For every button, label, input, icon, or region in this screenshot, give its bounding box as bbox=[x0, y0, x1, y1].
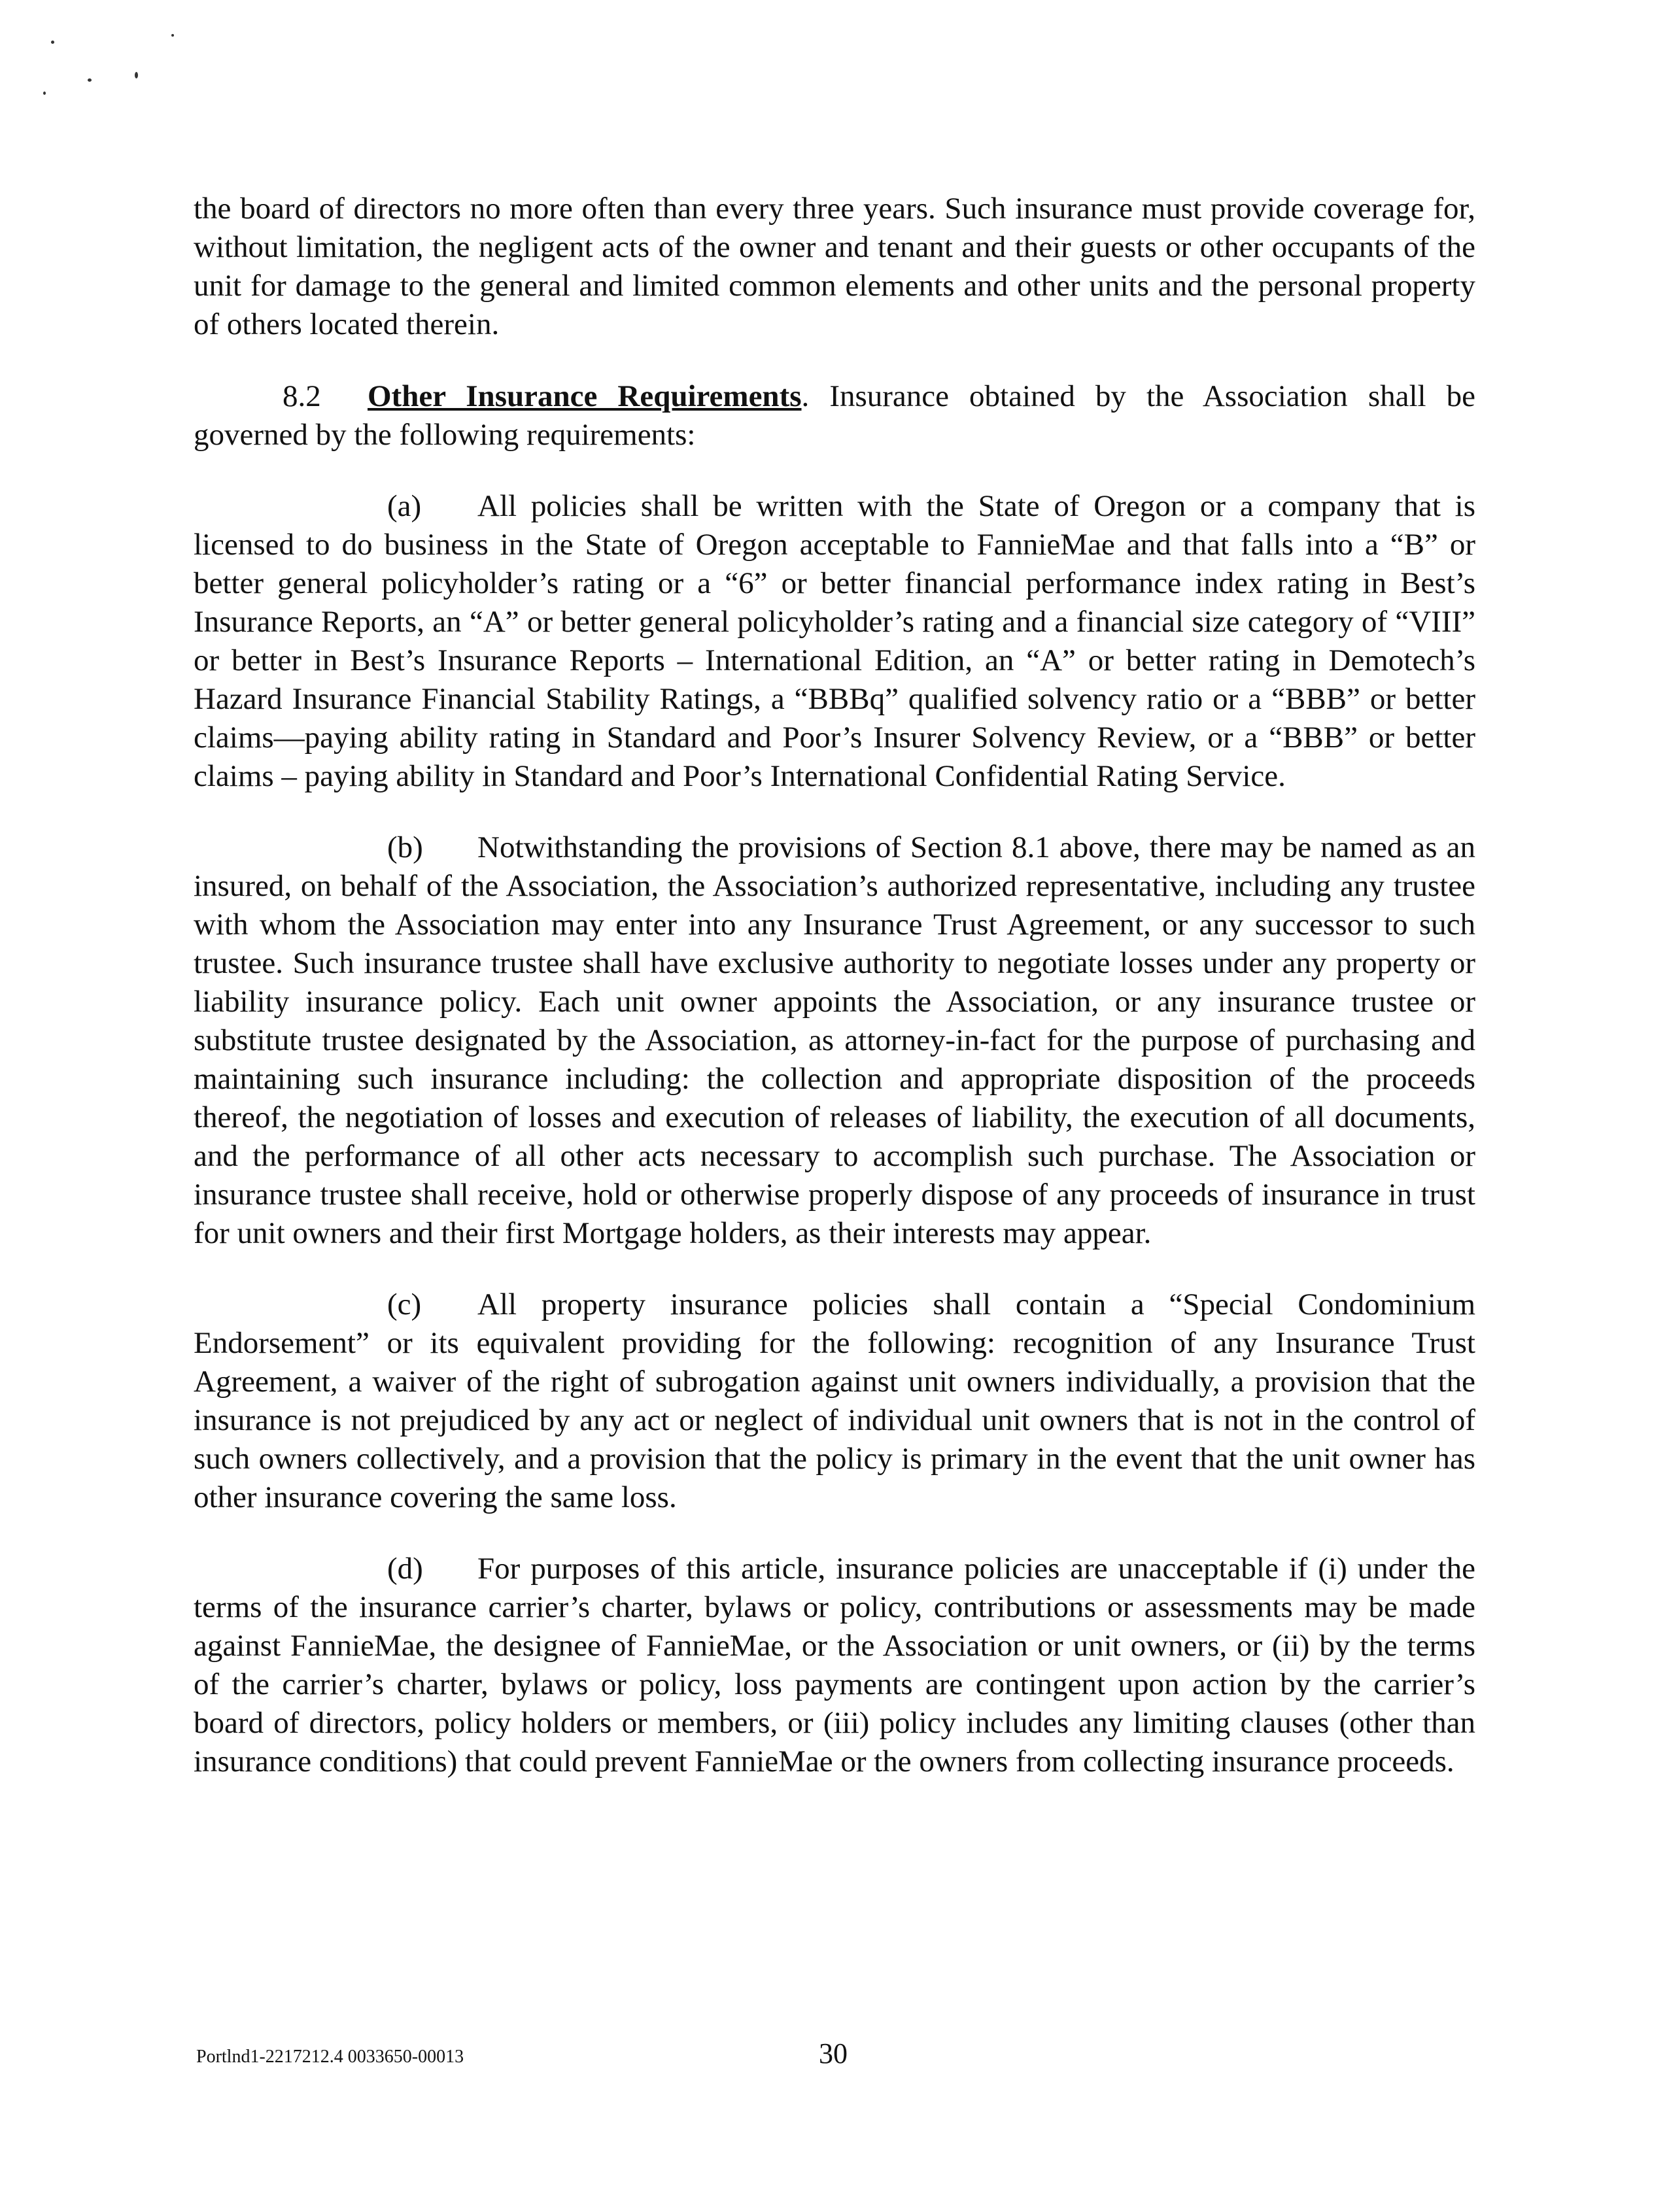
subsection-a bbox=[194, 487, 1475, 796]
subsection-b bbox=[194, 828, 1475, 1253]
subsection-label: (c) bbox=[387, 1287, 422, 1321]
section-8-2-paragraph bbox=[194, 377, 1475, 454]
subsection-label: (a) bbox=[387, 489, 422, 523]
subsection-text: All policies shall be written with the State of Oregon or a company that is licensed to do business in the State of Oregon acceptable to FannieMae and that falls into a “B” or better general policyholder’s rating or a “6” or better financial performance index rating in Best’s Insurance Reports, an “A” or better general policyholder’s rating and a financial size category of “VIII” or better in Best’s Insurance Reports – International Edition, an “A” or better rating in Demotech’s Hazard Insurance Financial Stability Ratings, a “BBBq” qualified solvency ratio or a “BBB” or better claims—paying ability rating in Standard and Poor’s Insurer Solvency Review, or a “BBB” or better claims – paying ability in Standard and Poor’s International Confidential Rating Service. bbox=[194, 489, 1475, 793]
continuation-paragraph bbox=[194, 190, 1475, 344]
subsection-label: (d) bbox=[387, 1552, 423, 1586]
section-number: 8.2 bbox=[283, 379, 321, 413]
footer-document-id: Portlnd1-2217212.4 0033650-00013 bbox=[196, 2047, 464, 2067]
footer-page-number: 30 bbox=[819, 2037, 848, 2069]
body-text bbox=[194, 190, 1475, 1814]
scan-speck bbox=[51, 41, 54, 44]
subsection-text: Notwithstanding the provisions of Section 8.1 above, there may be named as an insured, on behalf of the Association, the Association’s authorized representative, including any trustee with whom the Association may enter into any Insurance Trust Agreement, or any successor to such trustee. Such insurance trustee shall have exclusive authority to negotiate losses under any property or liability insurance policy. Each unit owner appoints the Association, or any insurance trustee or substitute trustee designated by the Association, as attorney-in-fact for the purpose of purchasing and maintaining such insurance including: the collection and appropriate disposition of the proceeds thereof, the negotiation of losses and execution of releases of liability, the execution of all documents, and the performance of all other acts necessary to accomplish such purchase. The Association or insurance trustee shall receive, hold or otherwise properly dispose of any proceeds of insurance in trust for unit owners and their first Mortgage holders, as their interests may appear. bbox=[194, 830, 1475, 1250]
subsection-text: All property insurance policies shall contain a “Special Condominium Endorsement” or its equivalent providing for the following: recognition of any Insurance Trust Agreement, a waiver of the right of subrogation against unit owners individually, a provision that the insurance is not prejudiced by any act or neglect of individual unit owners that is not in the control of such owners collectively, and a provision that the policy is primary in the event that the unit owner has other insurance covering the same loss. bbox=[194, 1287, 1475, 1514]
section-intro: . Insurance obtained by the Association shall be governed by the following requirements: bbox=[194, 379, 1475, 452]
subsection-c bbox=[194, 1285, 1475, 1517]
subsection-text: For purposes of this article, insurance policies are unacceptable if (i) under the terms of the insurance carrier’s charter, bylaws or policy, contributions or assessments may be made against FannieMae, the designee of FannieMae, or the Association or unit owners, or (ii) by the terms of the carrier’s charter, bylaws or policy, loss payments are contingent upon action by the carrier’s board of directors, policy holders or members, or (iii) policy includes any limiting clauses (other than insurance conditions) that could prevent FannieMae or the owners from collecting insurance proceeds. bbox=[194, 1552, 1475, 1778]
scan-speck bbox=[43, 92, 46, 95]
subsection-label: (b) bbox=[387, 830, 423, 864]
subsection-d bbox=[194, 1550, 1475, 1781]
continuation-text: the board of directors no more often than every three years. Such insurance must provide coverage for, without limitation, the negligent acts of the owner and tenant and their guests or other occupants of the unit for damage to the general and limited common elements and other units and the personal property of others located therein. bbox=[194, 192, 1475, 341]
scan-speck bbox=[171, 34, 174, 37]
scan-speck bbox=[135, 72, 138, 78]
section-heading: Other Insurance Requirements bbox=[368, 379, 802, 413]
scan-speck bbox=[88, 78, 92, 82]
